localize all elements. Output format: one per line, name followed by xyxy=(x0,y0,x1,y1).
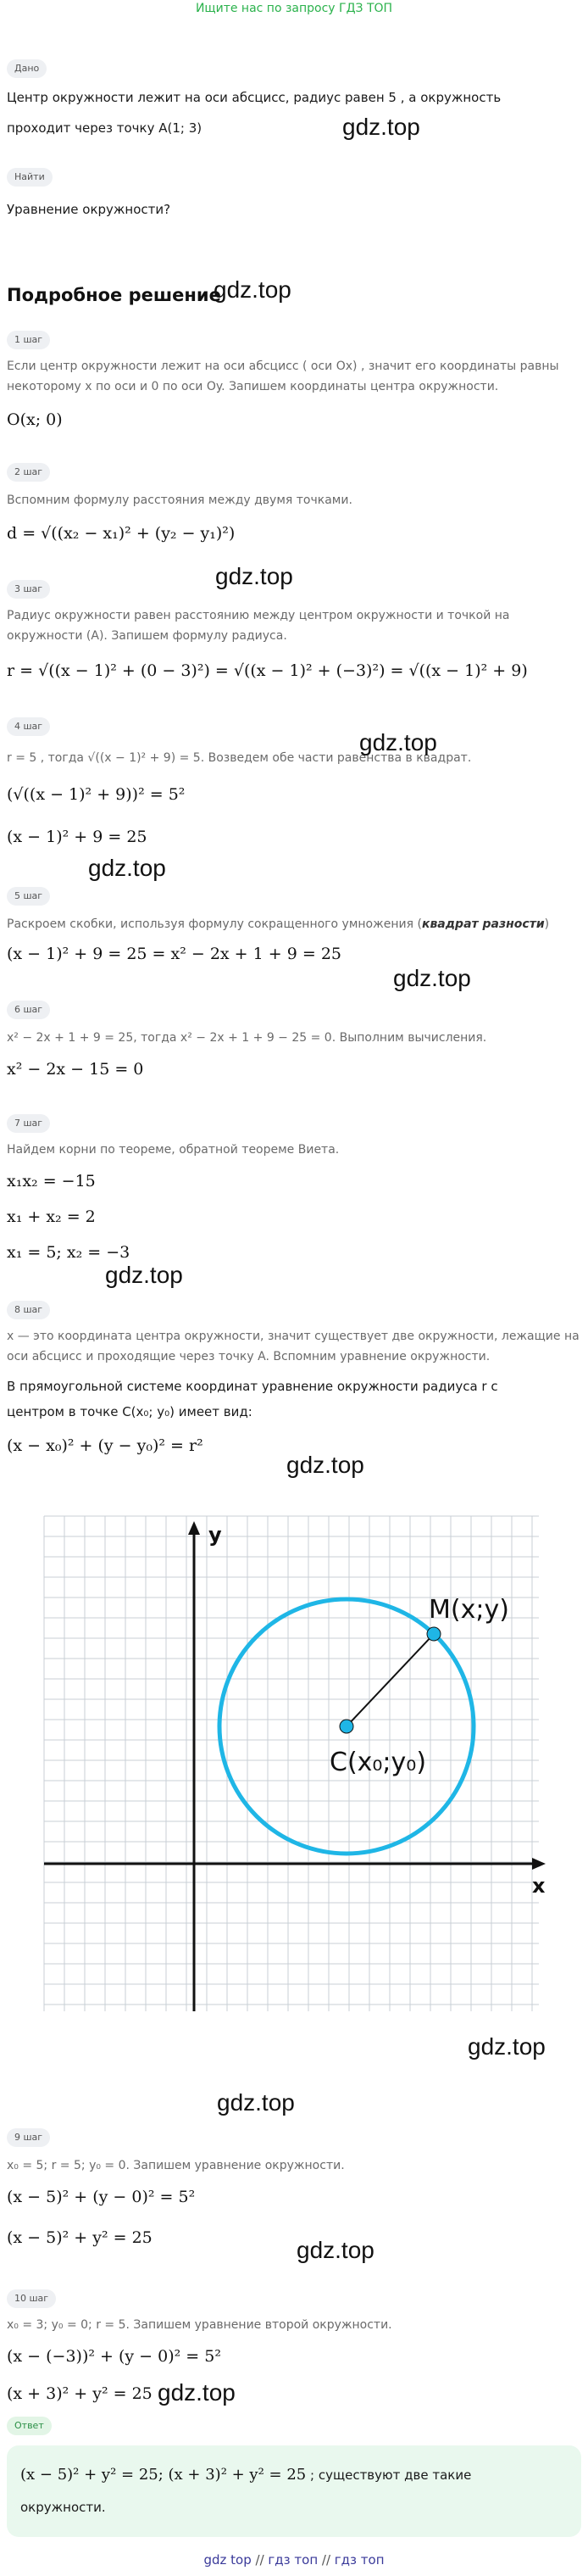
answer-line1 xyxy=(20,2466,471,2484)
step5-text-a: Раскроем скобки, используя формулу сокращенного умножения ( xyxy=(7,917,422,931)
find-text: Уравнение окружности? xyxy=(7,202,171,217)
watermark: gdz.top xyxy=(468,2033,546,2060)
step1-text-line2: некоторому x по оси и 0 по оси Oy. Запишем координаты центра окружности. xyxy=(7,380,499,393)
watermark: gdz.top xyxy=(393,965,471,991)
step4-text: r = 5 , тогда √((x − 1)² + 9) = 5. Возведем обе части равенства в квадрат. xyxy=(7,751,472,765)
step6-formula: x² − 2x − 15 = 0 xyxy=(7,1060,144,1079)
bottom-sep-1: // xyxy=(255,2552,264,2568)
step5-text xyxy=(7,917,581,931)
step3-text-line1: Радиус окружности равен расстоянию между центром окружности и точкой на xyxy=(7,609,510,622)
step4-formula2: (x − 1)² + 9 = 25 xyxy=(7,828,147,846)
step1-formula: O(x; 0) xyxy=(7,410,63,429)
top-search-hint[interactable]: Ищите нас по запросу ГДЗ ТОП xyxy=(195,2,393,15)
watermark: gdz.top xyxy=(158,2379,236,2406)
step8-text-line2: оси абсцисс и проходящие через точку A. Вспомним уравнение окружности. xyxy=(7,1350,491,1363)
step6-text: x² − 2x + 1 + 9 = 25, тогда x² − 2x + 1 + 9 − 25 = 0. Выполним вычисления. xyxy=(7,1031,487,1045)
step4-formula1: (√((x − 1)² + 9))² = 5² xyxy=(7,785,186,804)
given-tag: Дано xyxy=(7,59,47,78)
answer-text-a: ; существуют две такие xyxy=(306,2467,472,2483)
step10-formula1: (x − (−3))² + (y − 0)² = 5² xyxy=(7,2347,221,2366)
step1-text-line1: Если центр окружности лежит на оси абсцисс ( оси Ox) , значит его координаты равны xyxy=(7,360,559,373)
watermark: gdz.top xyxy=(342,114,420,140)
step4-tag: 4 шаг xyxy=(7,717,50,736)
watermark: gdz.top xyxy=(297,2237,374,2263)
step1-tag: 1 шаг xyxy=(7,331,50,349)
step5-tag: 5 шаг xyxy=(7,887,50,906)
y-axis-label: y xyxy=(208,1523,222,1547)
bottom-links xyxy=(0,2552,588,2568)
watermark: gdz.top xyxy=(214,276,291,303)
step10-tag: 10 шаг xyxy=(7,2289,56,2308)
circle-coordinate-figure xyxy=(37,1509,556,2018)
point-c-label: C(x₀;y₀) xyxy=(330,1748,427,1777)
watermark: gdz.top xyxy=(215,563,293,589)
step5-text-c: ) xyxy=(544,917,550,931)
step8-text-line3: В прямоугольной системе координат уравнение окружности радиуса r с xyxy=(7,1379,498,1394)
answer-tag: Ответ xyxy=(7,2417,52,2435)
step5-text-em: квадрат разности xyxy=(421,917,545,931)
bottom-link-3[interactable]: гдз топ xyxy=(334,2552,385,2568)
step7-formula3: x₁ = 5; x₂ = −3 xyxy=(7,1243,130,1262)
step8-tag: 8 шаг xyxy=(7,1301,50,1319)
step8-formula: (x − x₀)² + (y − y₀)² = r² xyxy=(7,1436,203,1455)
step3-tag: 3 шаг xyxy=(7,580,50,599)
x-axis-arrow xyxy=(532,1858,546,1870)
watermark: gdz.top xyxy=(88,855,166,881)
step7-formula1: x₁x₂ = −15 xyxy=(7,1172,96,1190)
watermark: gdz.top xyxy=(286,1452,364,1478)
x-axis-label: x xyxy=(532,1874,546,1898)
center-point xyxy=(340,1720,353,1733)
watermark: gdz.top xyxy=(217,2089,295,2116)
step9-tag: 9 шаг xyxy=(7,2128,50,2147)
step7-tag: 7 шаг xyxy=(7,1114,50,1133)
step8-text-line1: x — это координата центра окружности, значит существует две окружности, лежащие на xyxy=(7,1330,580,1343)
step8-text-line4: центром в точке C(x₀; y₀) имеет вид: xyxy=(7,1404,252,1419)
step3-text-line2: окружности (A). Запишем формулу радиуса. xyxy=(7,629,287,643)
given-text-line1: Центр окружности лежит на оси абсцисс, радиус равен 5 , а окружность xyxy=(7,90,502,105)
given-text-line2: проходит через точку A(1; 3) xyxy=(7,120,202,136)
bottom-sep-2: // xyxy=(321,2552,331,2568)
step3-formula: r = √((x − 1)² + (0 − 3)²) = √((x − 1)² + (−3)²) = √((x − 1)² + 9) xyxy=(7,661,528,680)
step9-formula2: (x − 5)² + y² = 25 xyxy=(7,2228,153,2247)
point-m xyxy=(427,1627,441,1641)
step2-text: Вспомним формулу расстояния между двумя точками. xyxy=(7,493,352,507)
bottom-link-2[interactable]: гдз топ xyxy=(268,2552,319,2568)
step6-tag: 6 шаг xyxy=(7,1001,50,1019)
y-axis-arrow xyxy=(188,1521,200,1535)
find-tag: Найти xyxy=(7,168,53,187)
answer-box xyxy=(7,2445,581,2537)
bottom-link-1[interactable]: gdz top xyxy=(203,2552,252,2568)
step2-formula: d = √((x₂ − x₁)² + (y₂ − y₁)²) xyxy=(7,524,236,543)
answer-formula: (x − 5)² + y² = 25; (x + 3)² + y² = 25 xyxy=(20,2466,307,2484)
watermark: gdz.top xyxy=(105,1262,183,1288)
solution-title: Подробное решение xyxy=(7,285,221,305)
step7-text: Найдем корни по теореме, обратной теореме Виета. xyxy=(7,1143,340,1157)
step7-formula2: x₁ + x₂ = 2 xyxy=(7,1207,96,1226)
figure-grid xyxy=(44,1516,539,2011)
point-m-label: M(x;y) xyxy=(429,1595,509,1625)
step9-formula1: (x − 5)² + (y − 0)² = 5² xyxy=(7,2188,196,2206)
step10-formula2: (x + 3)² + y² = 25 xyxy=(7,2384,153,2403)
step10-text: x₀ = 3; y₀ = 0; r = 5. Запишем уравнение второй окружности. xyxy=(7,2318,392,2332)
answer-line2: окружности. xyxy=(20,2500,106,2515)
step2-tag: 2 шаг xyxy=(7,463,50,482)
step9-text: x₀ = 5; r = 5; y₀ = 0. Запишем уравнение окружности. xyxy=(7,2159,345,2172)
watermark: gdz.top xyxy=(359,729,437,756)
step5-formula: (x − 1)² + 9 = 25 = x² − 2x + 1 + 9 = 25 xyxy=(7,945,341,963)
